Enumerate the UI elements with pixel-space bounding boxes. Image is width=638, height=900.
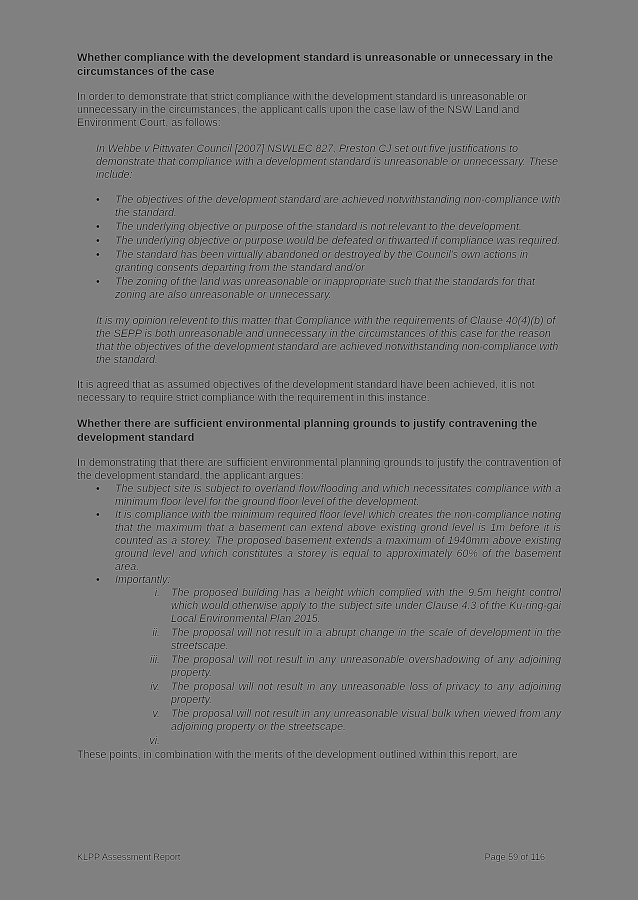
section-heading-planning-grounds: Whether there are sufficient environmental planning grounds to justify contravening the development standard xyxy=(77,418,538,444)
list-item: • Importantly: i. The proposed building has a height which complied with the 9.5m height control which would otherwise apply to the subject site under Clause 4.3 of the Ku-ring-gai Local Environmental Plan 2015. ii. The proposal will not result in a abrupt change in the scale of development in the streetscape. iii. The proposal will not result in any unreasonable overshadowing of any adjoining property. iv. The proposal will not result in any unreasonable loss of privacy to any adjoining property. v. The proposal will not result in any unreasonable visual bulk when viewed from any adjoining property or the streetscape. vi. xyxy=(96,574,561,747)
section-heading-unreasonable: Whether compliance with the development standard is unreasonable or unnecessary in the circumstances of the case xyxy=(77,52,554,78)
list-number: i. xyxy=(154,587,160,599)
list-item: iii. The proposal will not result in any unreasonable overshadowing of any adjoining property. xyxy=(134,654,561,680)
list-item: • The zoning of the land was unreasonable or inappropriate such that the standards for that zoning are also unreasonable or unnecessary. xyxy=(96,276,535,301)
document-page xyxy=(77,52,561,762)
list-item: • The subject site is subject to overland flow/flooding and which necessitates compliance with a minimum floor level for the ground floor level of the development. xyxy=(96,483,561,508)
intro-paragraph: In order to demonstrate that strict compliance with the development standard is unreasonable or unnecessary in the circumstances, the applicant calls upon the case law of the NSW Land and Environment Court, as follows: xyxy=(77,91,527,129)
list-item: • The underlying objective or purpose would be defeated or thwarted if compliance was required. xyxy=(96,235,561,247)
opinion-paragraph: It is my opinion relevent to this matter that Compliance with the requirements of Clause 40(4)(b) of the SEPP is both unreasonable and unnecessary in the circumstances of this case for the reason that the objectives of the development standard are achieved notwithstanding non-compliance with the standard. xyxy=(96,315,559,366)
importantly-sublist xyxy=(115,587,561,748)
list-item: • It is compliance with the minimum required floor level which creates the non-compliance noting that the maximum that a basement can extend above existing grond level is 1m before it is counted as a storey. The proposed basement extends a maximum of 1940mm above existing ground level and which constitutes a storey is equal to approximately 60% of the basement area. xyxy=(96,509,561,573)
bullet-icon: • xyxy=(96,235,100,247)
list-item: • The underlying objective or purpose of the standard is not relevant to the development. xyxy=(96,221,522,233)
list-item: • The objectives of the development standard are achieved notwithstanding non-compliance with the standard. xyxy=(96,194,561,219)
bullet-icon: • xyxy=(96,194,100,206)
list-number: iii. xyxy=(149,654,160,666)
bullet-icon: • xyxy=(96,221,100,233)
page-number: Page 59 of 116 xyxy=(484,852,545,862)
list-item xyxy=(134,735,561,748)
list-item: v. The proposal will not result in any unreasonable visual bulk when viewed from any adjoining property or the streetscape. xyxy=(134,708,561,734)
bullet-icon: • xyxy=(96,276,100,288)
page-footer xyxy=(77,852,545,862)
footer-report-title: KLPP Assessment Report xyxy=(77,852,181,862)
list-item: • The standard has been virtually abandoned or destroyed by the Council's own actions in granting consents departing from the standard and/or xyxy=(96,249,529,274)
bullet-icon: • xyxy=(96,574,100,586)
bullet-icon: • xyxy=(96,509,100,521)
list-item: i. The proposed building has a height which complied with the 9.5m height control which would otherwise apply to the subject site under Clause 4.3 of the Ku-ring-gai Local Environmental Plan 2015. xyxy=(134,587,561,626)
list-item: ii. The proposal will not result in a abrupt change in the scale of development in the streetscape. xyxy=(134,627,561,653)
closing-paragraph: These points, in combination with the merits of the development outlined within this report, are xyxy=(77,749,518,761)
list-number: ii. xyxy=(152,627,160,639)
list-number: iv. xyxy=(150,681,160,693)
list-number: v. xyxy=(152,708,160,720)
case-law-quote xyxy=(96,143,561,367)
justifications-list xyxy=(96,194,561,302)
argues-intro: In demonstrating that there are sufficient environmental planning grounds to justify the contravention of the development standard, the applicant argues: xyxy=(77,457,561,482)
bullet-icon: • xyxy=(96,249,100,261)
quote-lead: In Wehbe v Pittwater Council [2007] NSWLEC 827, Preston CJ set out five justifications to demonstrate that compliance with a development standard is unreasonable or unnecessary. These include: xyxy=(96,143,559,181)
bullet-icon: • xyxy=(96,483,100,495)
list-number: vi. xyxy=(149,735,160,747)
list-item: iv. The proposal will not result in any unreasonable loss of privacy to any adjoining property. xyxy=(134,681,561,707)
conclusion-paragraph: It is agreed that as assumed objectives of the development standard have been achieved, it is not necessary to require strict compliance with the requirement in this instance. xyxy=(77,379,535,404)
arguments-list xyxy=(77,483,561,748)
